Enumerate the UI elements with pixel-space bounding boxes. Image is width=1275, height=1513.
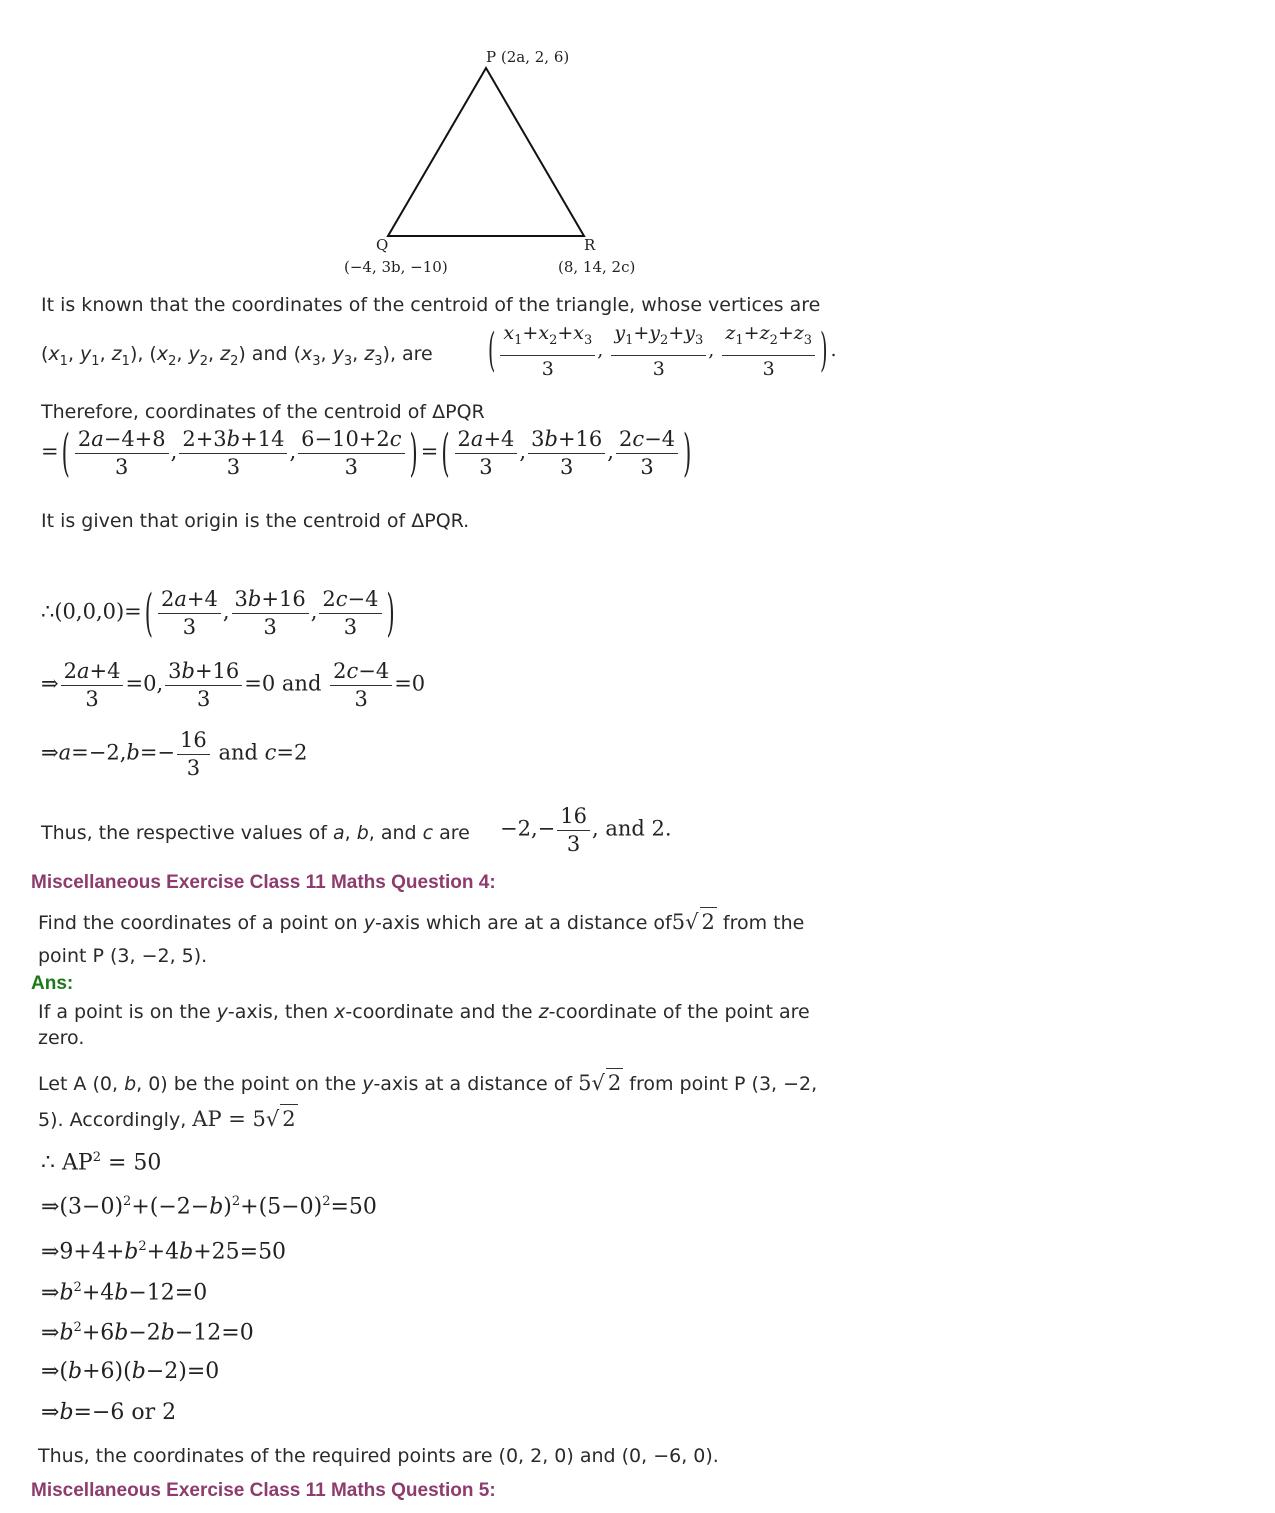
answer-label: Ans: [31,973,74,994]
q4-step-6: ⇒(b+6)(b−2)=0 [41,1359,220,1384]
centroid-expression: = ( $\frac{2a-4+8}{3}$ , $\frac{2+3b+14}{3}$ , $\frac{6-10+2c}{3}$ ) = ( $\frac{2a+4}{3}$ , $\frac{3b+16}{3}$ , $\frac{2c-4}{3}$ ) [41,424,692,482]
therefore-text: Therefore, coordinates of the centroid of ΔPQR [41,401,485,423]
triangle-pqr [388,68,584,236]
answer-line1: If a point is on the y-axis, then x-coordinate and the z-coordinate of the point are [38,1001,810,1023]
q4-step-2: $\Rightarrow(3-0)^2+(-2-b)^2+(5-0)^2=50$ [41,1194,377,1220]
question4-line1: Find the coordinates of a point on y-axis which are at a distance of5√ 2 from the [38,907,804,937]
centroid-formula: ( $\frac{x_1+x_2+x_3}{3}$ , $\frac{y_1+y_2+y_3}{3}$ , $\frac{z_1+z_2+z_3}{3}$ ) . [488,322,837,380]
vertex-q-coords: (−4, 3b, −10) [344,258,448,276]
step-solution: ⇒a=−2,b=− $\frac{16}{3}$ and c=2 [41,728,308,780]
vertex-q-label: Q [376,236,389,254]
q4-step-7: ⇒b=−6 or 2 [41,1400,177,1425]
thus-text: Thus, the respective values of a, b, and c are [41,822,470,844]
question4-line2: point P (3, −2, 5). [38,945,208,967]
centroid-intro-line2: ($x_1$, $y_1$, $z_1$), ($x_2$, $y_2$, $z_2$) and ($x_3$, $y_3$, $z_3$), are [41,343,433,369]
let-line1: Let A (0, b, 0) be the point on the y-axis at a distance of 5√ 2 from point P (3, −2, [38,1068,817,1098]
q4-step-5: $\Rightarrow b^2+6b-2b-12=0$ [41,1320,254,1346]
question4-heading: Miscellaneous Exercise Class 11 Maths Question 4: [31,872,496,893]
centroid-intro-line1: It is known that the coordinates of the centroid of the triangle, whose vertices are [41,294,821,316]
let-line2: 5). Accordingly, AP = 5√ 2 [38,1104,298,1134]
triangle-pqr-figure [0,0,1275,290]
q4-conclusion: Thus, the coordinates of the required points are (0, 2, 0) and (0, −6, 0). [38,1445,719,1467]
step-origin-equals: ∴(0,0,0)= ( $\frac{2a+4}{3}$ , $\frac{3b+16}{3}$ , $\frac{2c-4}{3}$ ) [41,584,395,642]
thus-values: −2,− $\frac{16}{3}$ , and 2. [500,804,672,856]
q4-step-1: ∴ $AP^2 = 50$ [41,1150,162,1176]
q4-step-3: $\Rightarrow 9+4+b^2+4b+25=50$ [41,1239,287,1265]
answer-line2: zero. [38,1027,85,1049]
given-origin-text: It is given that origin is the centroid of ΔPQR. [41,510,470,532]
vertex-p-label: P (2a, 2, 6) [486,48,570,66]
step-equations: ⇒ $\frac{2a+4}{3}$ =0, $\frac{3b+16}{3}$ =0 and $\frac{2c-4}{3}$ =0 [41,659,426,711]
vertex-r-coords: (8, 14, 2c) [558,258,636,276]
question5-heading: Miscellaneous Exercise Class 11 Maths Question 5: [31,1480,496,1501]
q4-step-4: $\Rightarrow b^2+4b-12=0$ [41,1280,208,1306]
vertex-r-label: R [584,236,596,254]
